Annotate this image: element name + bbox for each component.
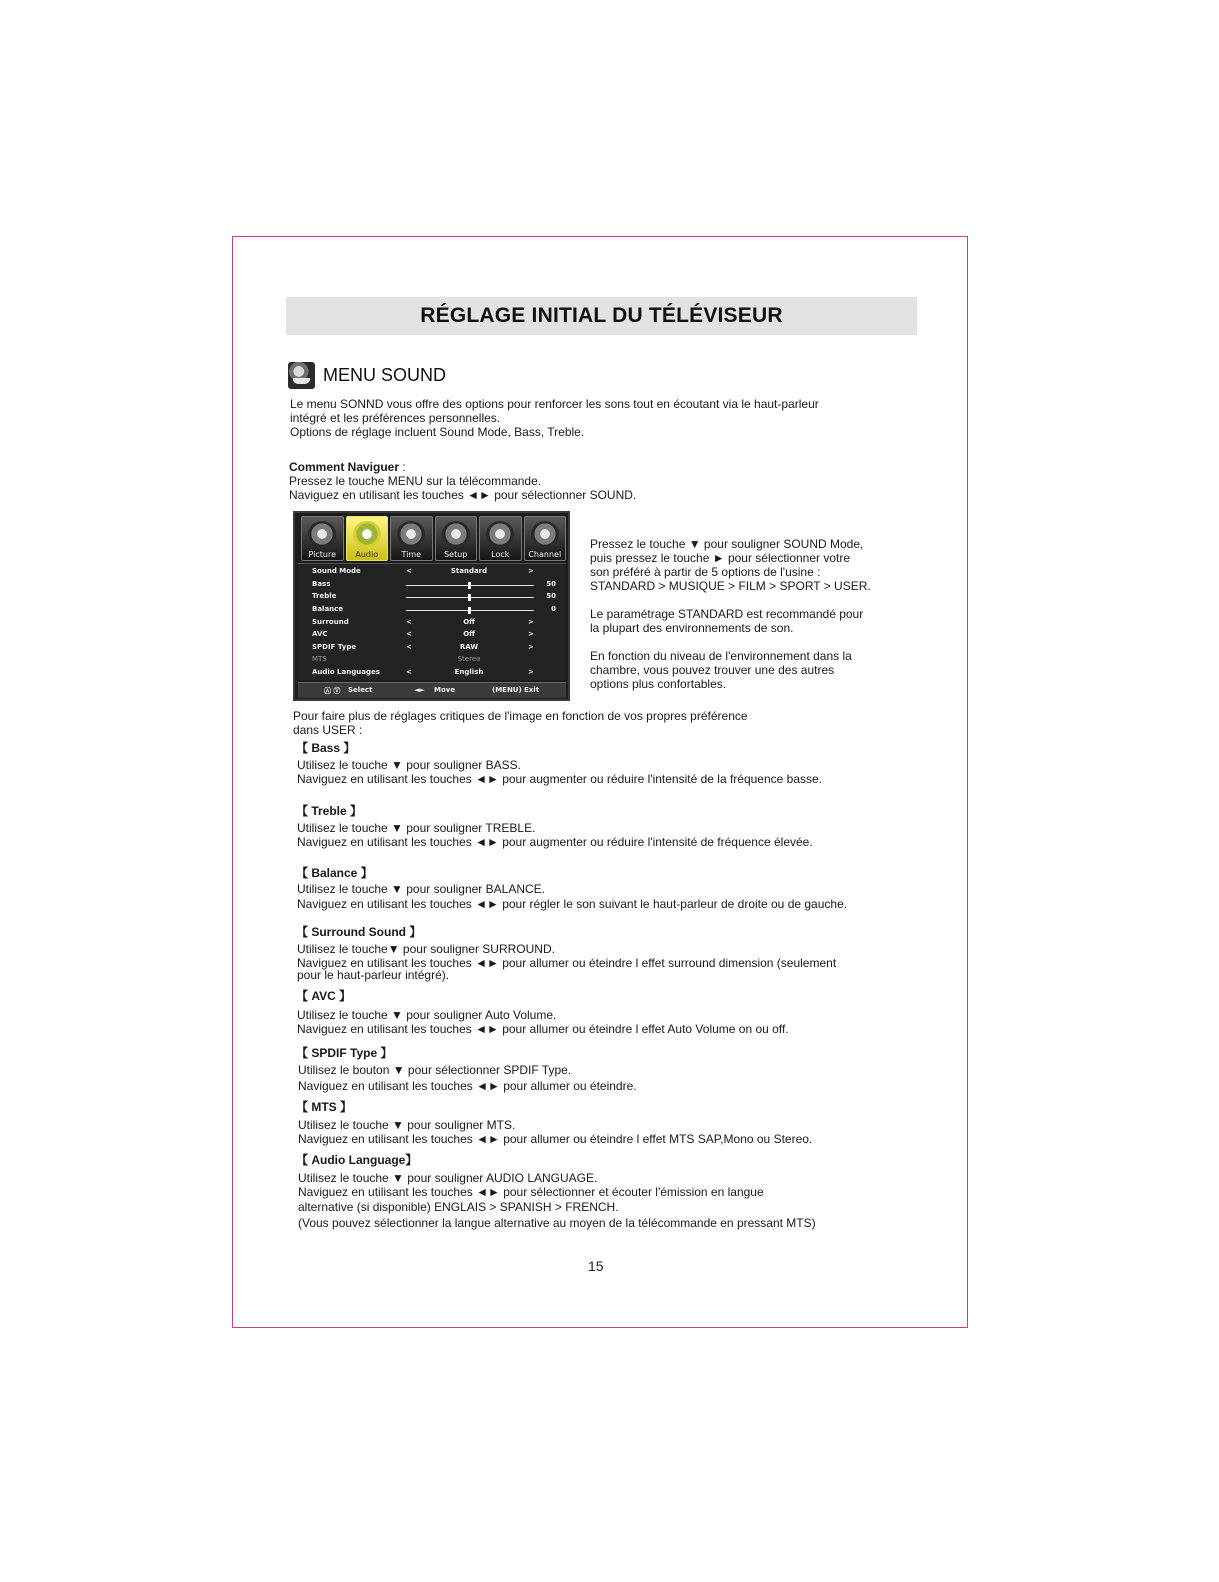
slider-knob	[468, 607, 471, 614]
mts-line-1: Utilisez le touche ▼ pour souligner MTS.	[298, 1118, 516, 1132]
clock-icon	[397, 521, 425, 547]
hint-select: Select	[348, 686, 373, 694]
row-value: English	[454, 668, 484, 676]
right-col-line: la plupart des environnements de son.	[590, 621, 794, 635]
navigate-line-2: Naviguez en utilisant les touches ◄► pour sélectionner SOUND.	[289, 488, 637, 502]
row-label: AVC	[312, 630, 328, 638]
row-label: Sound Mode	[312, 567, 361, 575]
menu-row-treble	[298, 591, 566, 603]
tab-label: Time	[401, 550, 422, 559]
intro-line-3: Options de réglage incluent Sound Mode, Bass, Treble.	[290, 425, 585, 439]
intro-line-2: intégré et les préférences personnelles.	[290, 411, 501, 425]
tab-picture	[301, 516, 344, 561]
right-col-line: options plus confortables.	[590, 677, 727, 691]
intro-line-1: Le menu SONND vous offre des options pour renforcer les sons tout en écoutant via le haut-parleur	[290, 397, 819, 411]
row-value: 50	[546, 580, 556, 588]
arrow-right-icon: >	[528, 643, 534, 651]
surround-line-1: Utilisez le touche▼ pour souligner SURROUND.	[297, 942, 555, 956]
treble-line-1: Utilisez le touche ▼ pour souligner TREBLE.	[297, 821, 536, 835]
balance-line-1: Utilisez le touche ▼ pour souligner BALANCE.	[297, 882, 545, 896]
right-col-line: STANDARD > MUSIQUE > FILM > SPORT > USER.	[590, 579, 871, 593]
arrow-right-icon: >	[528, 567, 534, 575]
user-intro-line-1: Pour faire plus de réglages critiques de l'image en fonction de vos propres préférence	[293, 709, 748, 723]
tab-time	[390, 516, 433, 561]
audio-language-line-4: (Vous pouvez sélectionner la langue alternative au moyen de la télécommande en pressant MTS)	[298, 1216, 816, 1230]
tab-label: Audio	[355, 550, 379, 559]
menu-row-avc	[298, 629, 566, 641]
audio-language-line-1: Utilisez le touche ▼ pour souligner AUDIO LANGUAGE.	[298, 1171, 598, 1185]
hint-move: Move	[434, 686, 456, 694]
row-label: SPDIF Type	[312, 643, 357, 651]
tv-menu-tabs	[301, 516, 566, 561]
lock-icon	[486, 521, 514, 547]
camera-icon	[308, 521, 336, 547]
page-title-bar	[286, 297, 917, 335]
up-down-keys-icon: Ⓐ Ⓥ	[324, 687, 341, 695]
surround-heading: 【 Surround Sound 】	[296, 925, 422, 939]
tab-label: Lock	[491, 550, 510, 559]
tab-label: Setup	[444, 550, 468, 559]
bass-line-2: Naviguez en utilisant les touches ◄► pour augmenter ou réduire l'intensité de la fréquence basse.	[297, 772, 823, 786]
right-col-line: Pressez le touche ▼ pour souligner SOUND Mode,	[590, 537, 864, 551]
arrow-right-icon: >	[528, 668, 534, 676]
row-value: RAW	[459, 643, 479, 651]
balance-line-2: Naviguez en utilisant les touches ◄► pour régler le son suivant le haut-parleur de droite ou de gauche.	[297, 897, 848, 911]
page-title: RÉGLAGE INITIAL DU TÉLÉVISEUR	[420, 304, 783, 327]
speaker-icon	[353, 521, 381, 547]
treble-heading: 【 Treble 】	[296, 804, 363, 818]
row-label: Balance	[312, 605, 344, 613]
hint-exit: Exit	[524, 686, 540, 694]
arrow-left-icon: <	[406, 630, 412, 638]
page-number: 15	[588, 1258, 604, 1274]
balance-heading: 【 Balance 】	[296, 866, 373, 880]
arrow-right-icon: >	[528, 630, 534, 638]
mts-line-2: Naviguez en utilisant les touches ◄► pour allumer ou éteindre l effet MTS SAP,Mono ou Stereo.	[298, 1132, 813, 1146]
tab-channel	[524, 516, 567, 561]
arrow-left-icon: <	[406, 567, 412, 575]
row-label: Bass	[312, 580, 331, 588]
tab-lock	[479, 516, 522, 561]
left-right-keys-icon: ◄►	[414, 686, 425, 694]
row-value: 0	[551, 605, 556, 613]
arrow-left-icon: <	[406, 668, 412, 676]
menu-row-spdif	[298, 642, 566, 654]
avc-line-2: Naviguez en utilisant les touches ◄► pour allumer ou éteindre l effet Auto Volume on ou off.	[297, 1022, 789, 1036]
bass-heading: 【 Bass 】	[296, 741, 356, 755]
avc-line-1: Utilisez le touche ▼ pour souligner Auto Volume.	[297, 1008, 557, 1022]
surround-line-2: Naviguez en utilisant les touches ◄► pour allumer ou éteindre l effet surround dimension (seulement	[297, 956, 837, 970]
arrow-left-icon: <	[406, 618, 412, 626]
row-value: Off	[463, 630, 475, 638]
tab-audio	[346, 516, 389, 561]
row-value: Off	[463, 618, 475, 626]
menu-row-bass	[298, 579, 566, 591]
tv-menu-hint-bar	[298, 682, 566, 698]
menu-row-balance	[298, 604, 566, 616]
audio-language-line-2: Naviguez en utilisant les touches ◄► pour sélectionner et écouter l'émission en langue	[298, 1185, 764, 1199]
menu-key-icon: (MENU)	[492, 686, 522, 694]
section-header	[288, 362, 446, 389]
spdif-heading: 【 SPDIF Type 】	[296, 1046, 393, 1060]
navigate-label: Comment Naviguer	[289, 460, 400, 474]
monitor-icon	[531, 521, 559, 547]
right-col-line: chambre, vous pouvez trouver une des autres	[590, 663, 835, 677]
slider-knob	[468, 582, 471, 589]
treble-line-2: Naviguez en utilisant les touches ◄► pour augmenter ou réduire l'intensité de fréquence élevée.	[297, 835, 813, 849]
tab-setup	[435, 516, 478, 561]
menu-row-surround	[298, 617, 566, 629]
user-intro-line-2: dans USER :	[293, 723, 363, 737]
navigate-heading	[289, 460, 406, 474]
audio-language-line-3: alternative (si disponible) ENGLAIS > SPANISH > FRENCH.	[298, 1200, 619, 1214]
arrow-right-icon: >	[528, 618, 534, 626]
tv-menu-panel	[298, 563, 566, 680]
right-col-line: son préféré à partir de 5 options de l'usine :	[590, 565, 821, 579]
row-label: MTS	[312, 655, 327, 663]
menu-row-sound-mode	[298, 566, 566, 578]
bass-line-1: Utilisez le touche ▼ pour souligner BASS.	[297, 758, 521, 772]
right-col-line: En fonction du niveau de l'environnement dans la	[590, 649, 852, 663]
row-label: Treble	[312, 592, 337, 600]
speaker-icon	[288, 362, 315, 389]
menu-row-audio-languages	[298, 667, 566, 679]
navigate-colon: :	[399, 460, 406, 474]
navigate-line-1: Pressez le touche MENU sur la télécommande.	[289, 474, 542, 488]
audio-language-heading: 【 Audio Language】	[296, 1153, 418, 1167]
tab-label: Channel	[528, 550, 562, 559]
right-col-line: Le paramétrage STANDARD est recommandé pour	[590, 607, 864, 621]
gear-icon	[442, 521, 470, 547]
row-label: Surround	[312, 618, 349, 626]
mts-heading: 【 MTS 】	[296, 1100, 352, 1114]
arrow-left-icon: <	[406, 643, 412, 651]
surround-line-3: pour le haut-parleur intégré).	[297, 968, 450, 982]
spdif-line-2: Naviguez en utilisant les touches ◄► pour allumer ou éteindre.	[298, 1079, 637, 1093]
row-value: Standard	[450, 567, 488, 575]
menu-row-mts	[298, 654, 566, 666]
avc-heading: 【 AVC 】	[296, 989, 352, 1003]
row-value: 50	[546, 592, 556, 600]
spdif-line-1: Utilisez le bouton ▼ pour sélectionner SPDIF Type.	[298, 1063, 572, 1077]
right-col-line: puis pressez le touche ► pour sélectionner votre	[590, 551, 851, 565]
slider-knob	[468, 594, 471, 601]
tab-label: Picture	[308, 550, 336, 559]
row-label: Audio Languages	[312, 668, 380, 676]
row-value: Stereo	[457, 655, 481, 663]
tv-menu-screenshot	[293, 511, 570, 701]
section-title: MENU SOUND	[323, 365, 447, 385]
